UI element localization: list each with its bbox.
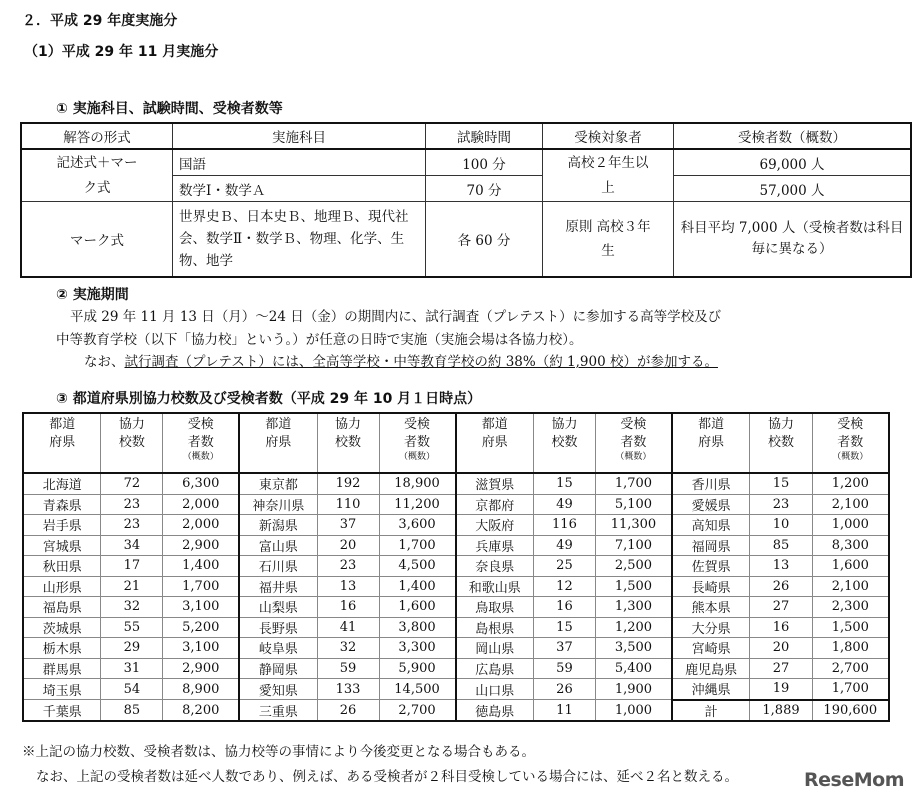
prefecture-name: 新潟県 xyxy=(239,515,317,536)
school-count: 37 xyxy=(317,515,379,536)
footnote-1: ※上記の協力校数、受検者数は、協力校等の事情により今後変更となる場合もある。 xyxy=(22,744,535,760)
header-approx: （概数） xyxy=(832,452,869,462)
examinee-count: 11,200 xyxy=(379,494,456,515)
examinee-count: 8,200 xyxy=(163,700,239,722)
examinee-count: 2,100 xyxy=(812,494,889,515)
examinee-count: 1,700 xyxy=(163,576,239,597)
examinee-count: 1,700 xyxy=(595,473,672,494)
school-count: 23 xyxy=(317,556,379,577)
examinee-count: 3,100 xyxy=(163,638,239,659)
examinee-count: 5,200 xyxy=(163,617,239,638)
examinee-count: 11,300 xyxy=(595,515,672,536)
table-row xyxy=(23,535,889,556)
header-prefecture xyxy=(239,413,317,473)
prefecture-name: 神奈川県 xyxy=(239,494,317,515)
school-count: 133 xyxy=(317,679,379,700)
examinee-count: 1,500 xyxy=(812,617,889,638)
section2-title: ② 実施期間 xyxy=(56,287,129,303)
school-count: 26 xyxy=(533,679,595,700)
prefecture-name: 広島県 xyxy=(456,658,534,679)
examinee-count: 2,900 xyxy=(163,535,239,556)
table-row xyxy=(23,679,889,700)
examinee-count: 2,300 xyxy=(812,597,889,618)
header-approx: （概数） xyxy=(615,452,652,462)
table-row xyxy=(23,515,889,536)
school-count: 17 xyxy=(101,556,163,577)
examinee-count: 1,200 xyxy=(812,473,889,494)
subject-cell: 数学Ⅰ・数学Ａ xyxy=(173,176,426,202)
prefecture-name: 岐阜県 xyxy=(239,638,317,659)
examinee-count: 1,000 xyxy=(812,515,889,536)
prefecture-name: 岩手県 xyxy=(23,515,101,536)
examinee-count: 1,700 xyxy=(379,535,456,556)
school-count: 27 xyxy=(750,658,812,679)
examinee-count: 8,300 xyxy=(812,535,889,556)
header-time: 試験時間 xyxy=(426,123,543,149)
header-schools xyxy=(533,413,595,473)
header-prefecture xyxy=(23,413,101,473)
school-count: 13 xyxy=(317,576,379,597)
total-examinees: 190,600 xyxy=(812,700,889,722)
header-schools xyxy=(101,413,163,473)
prefecture-name: 鹿児島県 xyxy=(672,658,750,679)
participation-note xyxy=(84,350,718,370)
resemom-watermark-logo: ReseMom xyxy=(804,769,904,791)
header-label: 協力校数 xyxy=(551,417,578,450)
header-label: 受検者数 xyxy=(404,417,431,450)
prefecture-name: 北海道 xyxy=(23,473,101,494)
prefecture-name: 栃木県 xyxy=(23,638,101,659)
header-label: 都道府県 xyxy=(265,417,292,450)
table-row xyxy=(23,576,889,597)
subject-cell: 世界史Ｂ、日本史Ｂ、地理Ｂ、現代社会、数学Ⅱ・数学Ｂ、物理、化学、生物、地学 xyxy=(173,202,426,278)
header-prefecture xyxy=(456,413,534,473)
school-count: 37 xyxy=(533,638,595,659)
header-label: 受検者数 xyxy=(620,417,647,450)
school-count: 32 xyxy=(317,638,379,659)
examinee-count: 1,600 xyxy=(812,556,889,577)
table-row xyxy=(23,473,889,494)
prefecture-name: 富山県 xyxy=(239,535,317,556)
prefecture-name: 高知県 xyxy=(672,515,750,536)
examinee-count: 14,500 xyxy=(379,679,456,700)
prefecture-name: 香川県 xyxy=(672,473,750,494)
prefecture-name: 和歌山県 xyxy=(456,576,534,597)
header-target: 受検対象者 xyxy=(543,123,674,149)
school-count: 15 xyxy=(750,473,812,494)
school-count: 23 xyxy=(101,515,163,536)
school-count: 31 xyxy=(101,658,163,679)
school-count: 116 xyxy=(533,515,595,536)
prefecture-name: 山梨県 xyxy=(239,597,317,618)
examinee-count: 5,900 xyxy=(379,658,456,679)
header-label: 協力校数 xyxy=(118,417,145,450)
examinee-count: 2,000 xyxy=(163,515,239,536)
prefecture-name: 長崎県 xyxy=(672,576,750,597)
school-count: 21 xyxy=(101,576,163,597)
school-count: 59 xyxy=(317,658,379,679)
period-paragraph: 平成 29 年 11 月 13 日（月）～24 日（金）の期間内に、試行調査（プレテスト）に参加する高等学校及び xyxy=(70,309,722,325)
prefecture-name: 島根県 xyxy=(456,617,534,638)
header-count: 受検者数（概数） xyxy=(674,123,912,149)
time-cell: 100 分 xyxy=(426,149,543,176)
prefecture-name: 群馬県 xyxy=(23,658,101,679)
subsection-heading: （1）平成 29 年 11 月実施分 xyxy=(24,44,219,60)
school-count: 25 xyxy=(533,556,595,577)
prefecture-name: 秋田県 xyxy=(23,556,101,577)
target-cell: 原則 高校３年生 xyxy=(543,202,674,278)
prefecture-name: 長野県 xyxy=(239,617,317,638)
table-row xyxy=(23,700,889,722)
school-count: 32 xyxy=(101,597,163,618)
period-paragraph-cont: 中等教育学校（以下「協力校」という。）が任意の日時で実施（実施会場は各協力校）。 xyxy=(56,332,583,348)
examinee-count: 1,700 xyxy=(812,679,889,700)
examinee-count: 3,800 xyxy=(379,617,456,638)
prefecture-table xyxy=(22,412,890,722)
school-count: 20 xyxy=(750,638,812,659)
header-label: 都道府県 xyxy=(481,417,508,450)
section3-title: ③ 都道府県別協力校数及び受検者数（平成 29 年 10 月１日時点） xyxy=(56,391,482,407)
prefecture-name: 岡山県 xyxy=(456,638,534,659)
examinee-count: 1,300 xyxy=(595,597,672,618)
prefecture-name: 佐賀県 xyxy=(672,556,750,577)
table-row xyxy=(23,658,889,679)
school-count: 23 xyxy=(101,494,163,515)
examinee-count: 1,500 xyxy=(595,576,672,597)
prefecture-name: 山形県 xyxy=(23,576,101,597)
examinee-count: 5,400 xyxy=(595,658,672,679)
header-examinees xyxy=(163,413,239,473)
school-count: 26 xyxy=(750,576,812,597)
prefecture-name: 東京都 xyxy=(239,473,317,494)
prefecture-name: 大分県 xyxy=(672,617,750,638)
note-underlined: 試行調査（プレテスト）には、全高等学校・中等教育学校の約 38%（約 1,900 校）が参加する。 xyxy=(124,354,718,370)
examinee-count: 2,100 xyxy=(812,576,889,597)
section1-title: ① 実施科目、試験時間、受検者数等 xyxy=(56,101,283,117)
section-heading: ２．平成 29 年度実施分 xyxy=(22,13,178,29)
time-cell: 各 60 分 xyxy=(426,202,543,278)
count-cell: 57,000 人 xyxy=(674,176,912,202)
school-count: 13 xyxy=(750,556,812,577)
table-row xyxy=(23,638,889,659)
table-row xyxy=(23,597,889,618)
prefecture-name: 徳島県 xyxy=(456,700,534,722)
school-count: 110 xyxy=(317,494,379,515)
prefecture-name: 熊本県 xyxy=(672,597,750,618)
examinee-count: 1,400 xyxy=(163,556,239,577)
header-subject: 実施科目 xyxy=(173,123,426,149)
count-cell: 69,000 人 xyxy=(674,149,912,176)
examinee-count: 3,600 xyxy=(379,515,456,536)
examinee-count: 2,900 xyxy=(163,658,239,679)
prefecture-name: 山口県 xyxy=(456,679,534,700)
school-count: 26 xyxy=(317,700,379,722)
school-count: 49 xyxy=(533,494,595,515)
prefecture-name: 愛知県 xyxy=(239,679,317,700)
total-label: 計 xyxy=(672,700,750,722)
school-count: 15 xyxy=(533,473,595,494)
school-count: 85 xyxy=(101,700,163,722)
examinee-count: 2,000 xyxy=(163,494,239,515)
prefecture-name: 三重県 xyxy=(239,700,317,722)
table-row xyxy=(23,617,889,638)
count-cell: 科目平均 7,000 人（受検者数は科目毎に異なる） xyxy=(674,202,912,278)
examinee-count: 3,500 xyxy=(595,638,672,659)
format-cell: マーク式 xyxy=(21,202,173,278)
subject-cell: 国語 xyxy=(173,149,426,176)
examinee-count: 2,700 xyxy=(812,658,889,679)
school-count: 192 xyxy=(317,473,379,494)
examinee-count: 5,100 xyxy=(595,494,672,515)
header-label: 受検者数 xyxy=(187,417,214,450)
prefecture-name: 兵庫県 xyxy=(456,535,534,556)
header-schools xyxy=(317,413,379,473)
prefecture-name: 鳥取県 xyxy=(456,597,534,618)
school-count: 23 xyxy=(750,494,812,515)
school-count: 16 xyxy=(317,597,379,618)
header-approx: （概数） xyxy=(182,452,219,462)
school-count: 59 xyxy=(533,658,595,679)
examinee-count: 7,100 xyxy=(595,535,672,556)
prefecture-name: 奈良県 xyxy=(456,556,534,577)
format-cell: 記述式＋マーク式 xyxy=(21,149,173,202)
examinee-count: 18,900 xyxy=(379,473,456,494)
header-label: 都道府県 xyxy=(698,417,725,450)
school-count: 41 xyxy=(317,617,379,638)
note-prefix: なお、 xyxy=(84,354,125,370)
examinee-count: 6,300 xyxy=(163,473,239,494)
school-count: 55 xyxy=(101,617,163,638)
examinee-count: 1,000 xyxy=(595,700,672,722)
school-count: 15 xyxy=(533,617,595,638)
time-cell: 70 分 xyxy=(426,176,543,202)
header-examinees xyxy=(595,413,672,473)
school-count: 49 xyxy=(533,535,595,556)
prefecture-name: 大阪府 xyxy=(456,515,534,536)
table-row xyxy=(23,494,889,515)
prefecture-name: 石川県 xyxy=(239,556,317,577)
prefecture-name: 福島県 xyxy=(23,597,101,618)
header-examinees xyxy=(379,413,456,473)
target-cell: 高校２年生以上 xyxy=(543,149,674,202)
examinee-count: 2,500 xyxy=(595,556,672,577)
examinee-count: 1,900 xyxy=(595,679,672,700)
header-label: 都道府県 xyxy=(49,417,76,450)
prefecture-name: 千葉県 xyxy=(23,700,101,722)
school-count: 85 xyxy=(750,535,812,556)
prefecture-name: 宮城県 xyxy=(23,535,101,556)
school-count: 19 xyxy=(750,679,812,700)
header-prefecture xyxy=(672,413,750,473)
header-format: 解答の形式 xyxy=(21,123,173,149)
prefecture-name: 福岡県 xyxy=(672,535,750,556)
examinee-count: 3,100 xyxy=(163,597,239,618)
header-approx: （概数） xyxy=(399,452,436,462)
school-count: 11 xyxy=(533,700,595,722)
header-schools xyxy=(750,413,812,473)
prefecture-name: 滋賀県 xyxy=(456,473,534,494)
school-count: 34 xyxy=(101,535,163,556)
prefecture-name: 宮崎県 xyxy=(672,638,750,659)
exam-subjects-table xyxy=(20,122,912,278)
header-label: 協力校数 xyxy=(335,417,362,450)
footnote-2: なお、上記の受検者数は延べ人数であり、例えば、ある受検者が２科目受検している場合には、延べ２名と数える。 xyxy=(36,769,738,785)
school-count: 20 xyxy=(317,535,379,556)
prefecture-name: 埼玉県 xyxy=(23,679,101,700)
examinee-count: 1,200 xyxy=(595,617,672,638)
school-count: 12 xyxy=(533,576,595,597)
prefecture-name: 愛媛県 xyxy=(672,494,750,515)
total-schools: 1,889 xyxy=(750,700,812,722)
school-count: 29 xyxy=(101,638,163,659)
examinee-count: 1,800 xyxy=(812,638,889,659)
prefecture-name: 京都府 xyxy=(456,494,534,515)
school-count: 72 xyxy=(101,473,163,494)
school-count: 27 xyxy=(750,597,812,618)
header-label: 受検者数 xyxy=(837,417,864,450)
prefecture-name: 静岡県 xyxy=(239,658,317,679)
prefecture-name: 沖縄県 xyxy=(672,679,750,700)
examinee-count: 4,500 xyxy=(379,556,456,577)
prefecture-name: 青森県 xyxy=(23,494,101,515)
school-count: 16 xyxy=(533,597,595,618)
table-row xyxy=(23,556,889,577)
header-examinees xyxy=(812,413,889,473)
examinee-count: 1,400 xyxy=(379,576,456,597)
examinee-count: 3,300 xyxy=(379,638,456,659)
school-count: 10 xyxy=(750,515,812,536)
school-count: 54 xyxy=(101,679,163,700)
prefecture-name: 福井県 xyxy=(239,576,317,597)
examinee-count: 8,900 xyxy=(163,679,239,700)
examinee-count: 1,600 xyxy=(379,597,456,618)
header-label: 協力校数 xyxy=(767,417,794,450)
school-count: 16 xyxy=(750,617,812,638)
prefecture-name: 茨城県 xyxy=(23,617,101,638)
examinee-count: 2,700 xyxy=(379,700,456,722)
